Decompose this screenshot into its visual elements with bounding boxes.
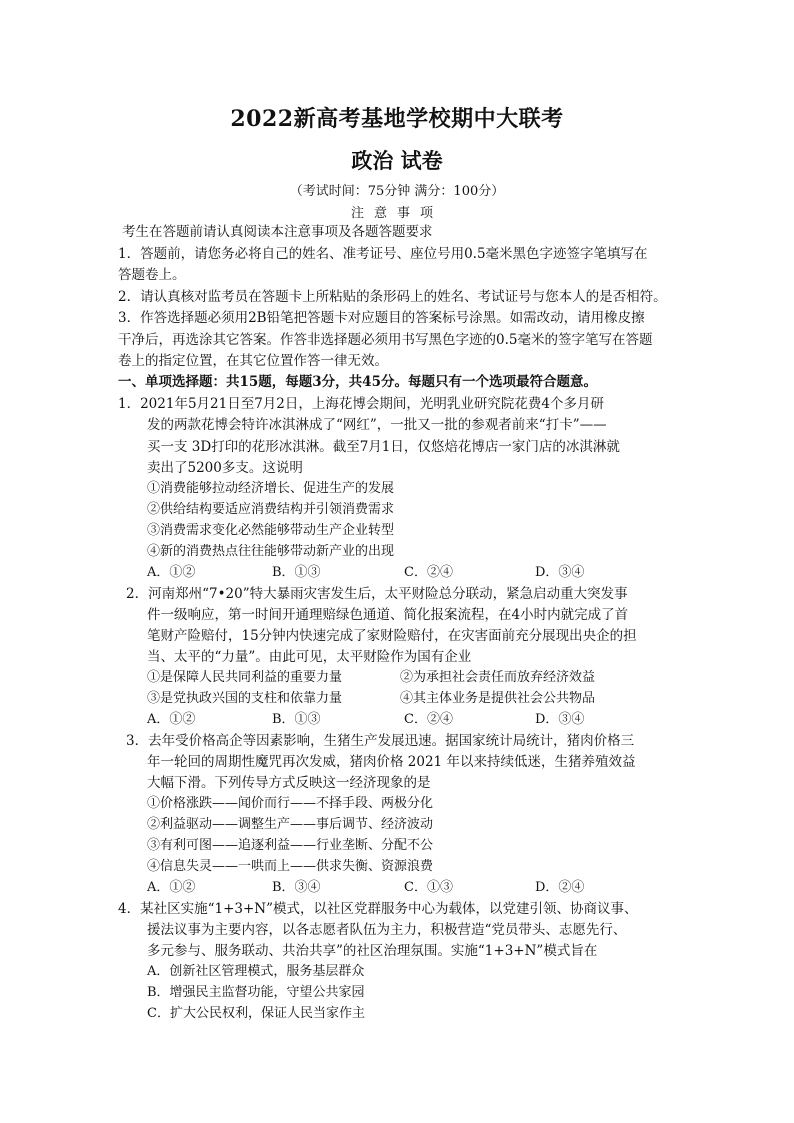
q2-statement-1: ①是保障人民共同利益的重要力量 [147, 670, 343, 685]
q2-option-c[interactable]: C．②④ [404, 712, 453, 727]
notice-heading: 注意事项 [350, 206, 443, 221]
q3-statement-4: ④信息失灵——一哄而上——供求失衡、资源浪费 [147, 859, 434, 874]
q3-statement-1: ①价格涨跌——闻价而行——不择手段、两极分化 [147, 796, 434, 811]
q1-option-d[interactable]: D．③④ [535, 565, 585, 580]
exam-title: 2022新高考基地学校期中大联考 [230, 106, 564, 132]
q1-statement-4: ④新的消费热点往往能够带动新产业的出现 [147, 544, 395, 559]
instructions-intro: 考生在答题前请认真阅读本注意事项及各题答题要求 [122, 224, 433, 240]
q3-option-c[interactable]: C．①③ [404, 880, 453, 895]
instruction-2: 2．请认真核对监考员在答题卡上所粘贴的条形码上的姓名、考试证号与您本人的是否相符。 [118, 289, 667, 305]
q1-stem-line-1: 1．2021年5月21日至7月2日，上海花博会期间，光明乳业研究院花费4个多月研 [118, 396, 604, 412]
q1-stem-line-4: 卖出了5200多支。这说明 [147, 460, 303, 476]
q1-option-a[interactable]: A．①② [147, 565, 196, 580]
exam-info: （考试时间：75分钟 满分：100分） [289, 184, 505, 199]
q1-stem-line-3: 买一支 3D打印的花形冰淇淋。截至7月1日，仅悠焙花博店一家门店的冰淇淋就 [147, 439, 620, 455]
instruction-1-line-1: 1．答题前，请您务必将自己的姓名、准考证号、座位号用0.5毫米黑色字迹签字笔填写在 [118, 246, 648, 262]
q2-statement-4: ④其主体业务是提供社会公共物品 [400, 691, 596, 706]
q2-option-d[interactable]: D．③④ [535, 712, 585, 727]
q4-stem-line-2: 援法议事为主要内容，以各志愿者队伍为主力，积极营造“党员带头、志愿先行、 [147, 922, 627, 938]
q4-option-c[interactable]: C．扩大公民权利，保证人民当家作主 [147, 1006, 365, 1021]
q2-option-a[interactable]: A．①② [147, 712, 196, 727]
instruction-3-line-2: 干净后，再选涂其它答案。作答非选择题必须用书写黑色字迹的0.5毫米的签字笔写在答题 [118, 332, 653, 348]
q4-stem-line-1: 4．某社区实施“1+3+N”模式，以社区党群服务中心为载体，以党建引领、协商议事、 [118, 901, 638, 917]
q1-statement-3: ③消费需求变化必然能够带动生产企业转型 [147, 523, 395, 538]
section-heading: 一、单项选择题：共15题，每题3分，共45分。每题只有一个选项最符合题意。 [118, 374, 597, 390]
subject-title: 政治 试卷 [351, 148, 443, 173]
q2-option-b[interactable]: B．①③ [272, 712, 321, 727]
q3-stem-line-1: 3．去年受价格高企等因素影响，生猪生产发展迅速。据国家统计局统计，猪肉价格三 [126, 733, 635, 749]
q3-stem-line-2: 年一轮回的周期性魔咒再次发威，猪肉价格 2021 年以来持续低迷，生猪养殖效益 [147, 754, 636, 770]
q3-statement-2: ②利益驱动——调整生产——事后调节、经济波动 [147, 817, 434, 832]
q3-option-a[interactable]: A．①② [147, 880, 196, 895]
q1-option-c[interactable]: C．②④ [404, 565, 453, 580]
q2-stem-line-3: 笔财产险赔付，15分钟内快速完成了家财险赔付，在灾害面前充分展现出央企的担 [147, 628, 637, 644]
q2-statement-2: ②为承担社会责任而放弃经济效益 [400, 670, 596, 685]
q3-statement-3: ③有利可图——追逐利益——行业垄断、分配不公 [147, 838, 434, 853]
q3-option-d[interactable]: D．②④ [535, 880, 585, 895]
q2-stem-line-1: 2．河南郑州“7•20”特大暴雨灾害发生后，太平财险总分联动，紧急启动重大突发事 [126, 586, 628, 602]
q1-statement-2: ②供给结构要适应消费结构并引领消费需求 [147, 502, 395, 517]
q2-stem-line-2: 件一级响应，第一时间开通理赔绿色通道、简化报案流程，在4小时内就完成了首 [147, 607, 629, 623]
q2-statement-3: ③是党执政兴国的支柱和依靠力量 [147, 691, 343, 706]
q4-option-a[interactable]: A．创新社区管理模式，服务基层群众 [147, 964, 365, 979]
q1-stem-line-2: 发的两款花博会特许冰淇淋成了“网红”，一批又一批的参观者前来“打卡”—— [147, 417, 607, 433]
q2-stem-line-4: 当、太平的“力量”。由此可见，太平财险作为国有企业 [147, 649, 472, 665]
q4-option-b[interactable]: B．增强民主监督功能，守望公共家园 [147, 985, 365, 1000]
q3-option-b[interactable]: B．③④ [272, 880, 321, 895]
instruction-3-line-1: 3．作答选择题必须用2B铅笔把答题卡对应题目的答案标号涂黑。如需改动，请用橡皮擦 [118, 310, 645, 326]
instruction-3-line-3: 卷上的指定位置，在其它位置作答一律无效。 [118, 353, 388, 369]
q3-stem-line-3: 大幅下滑。下列传导方式反映这一经济现象的是 [147, 775, 431, 791]
q4-stem-line-3: 多元参与、服务联动、共治共享”的社区治理氛围。实施“1+3+N”模式旨在 [147, 943, 598, 959]
q1-option-b[interactable]: B．①③ [272, 565, 321, 580]
q1-statement-1: ①消费能够拉动经济增长、促进生产的发展 [147, 481, 395, 496]
instruction-1-line-2: 答题卷上。 [118, 267, 186, 283]
